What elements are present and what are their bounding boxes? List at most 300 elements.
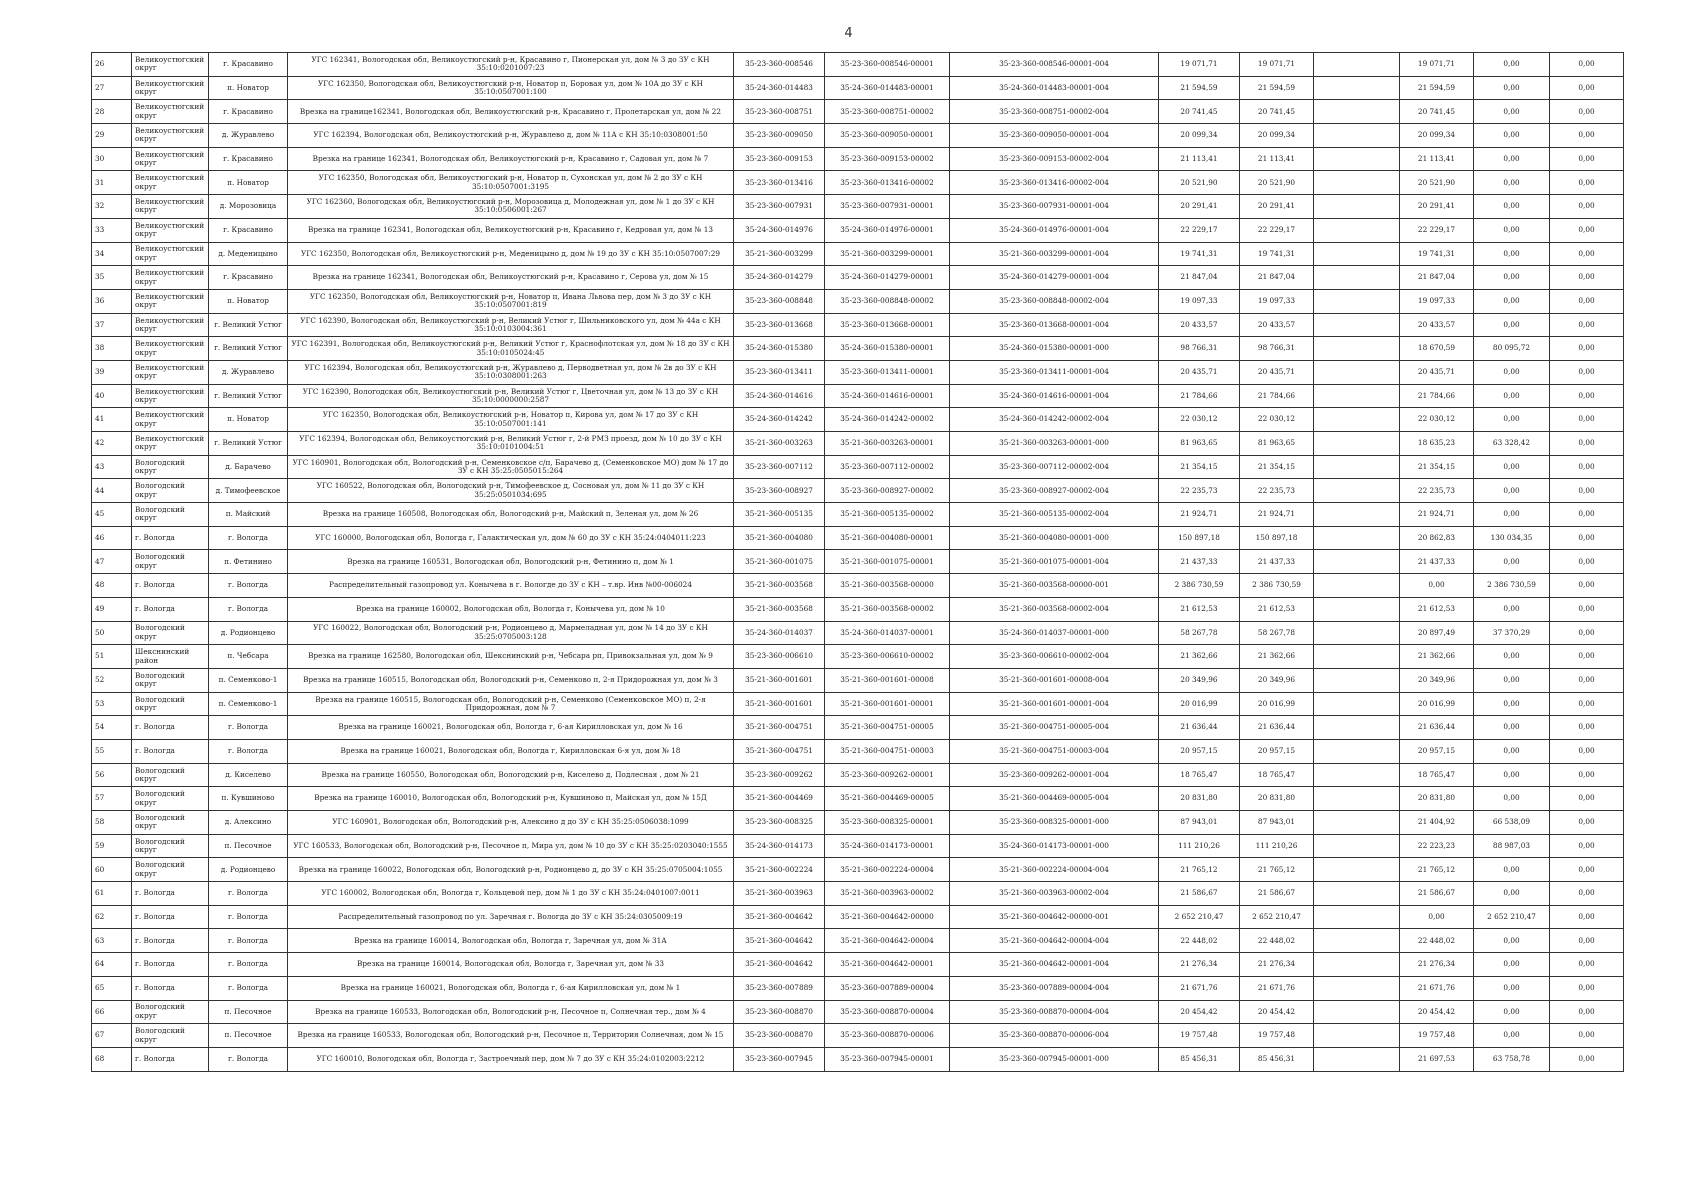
sub-object-code-cell: 35-23-360-009050-00001 xyxy=(825,124,950,148)
district-cell: Вологодский округ xyxy=(132,858,209,882)
empty-cell xyxy=(1314,597,1400,621)
cost-cell: 21 437,33 xyxy=(1240,550,1314,574)
cost-part-a-cell: 21 784,66 xyxy=(1400,384,1474,408)
total-cost-cell: 21 784,66 xyxy=(1159,384,1240,408)
cost-cell: 21 362,66 xyxy=(1240,645,1314,669)
element-code-cell: 35-23-360-008870-00006-004 xyxy=(950,1024,1159,1048)
table-row xyxy=(92,124,1624,148)
cost-part-a-cell: 21 847,04 xyxy=(1400,266,1474,290)
row-number-cell: 57 xyxy=(92,787,132,811)
empty-cell xyxy=(1314,882,1400,906)
settlement-cell: д. Журавлево xyxy=(209,360,288,384)
cost-part-c-cell: 0,00 xyxy=(1550,1047,1624,1071)
cost-cell: 20 454,42 xyxy=(1240,1000,1314,1024)
row-number-cell: 55 xyxy=(92,739,132,763)
cost-part-c-cell: 0,00 xyxy=(1550,668,1624,692)
element-code-cell: 35-23-360-013411-00001-004 xyxy=(950,360,1159,384)
cost-cell: 21 276,34 xyxy=(1240,953,1314,977)
object-code-cell: 35-24-360-014616 xyxy=(734,384,825,408)
cost-part-c-cell: 0,00 xyxy=(1550,100,1624,124)
cost-cell: 20 433,57 xyxy=(1240,313,1314,337)
element-code-cell: 35-21-360-004080-00001-000 xyxy=(950,526,1159,550)
cost-cell: 21 594,59 xyxy=(1240,76,1314,100)
settlement-cell: д. Журавлево xyxy=(209,124,288,148)
table-row xyxy=(92,526,1624,550)
cost-part-c-cell: 0,00 xyxy=(1550,408,1624,432)
row-number-cell: 68 xyxy=(92,1047,132,1071)
settlement-cell: п. Майский xyxy=(209,503,288,527)
object-code-cell: 35-21-360-004642 xyxy=(734,929,825,953)
empty-cell xyxy=(1314,621,1400,645)
object-code-cell: 35-24-360-014173 xyxy=(734,834,825,858)
district-cell: Великоустюгский округ xyxy=(132,266,209,290)
empty-cell xyxy=(1314,905,1400,929)
cost-cell: 20 435,71 xyxy=(1240,360,1314,384)
cost-part-a-cell: 0,00 xyxy=(1400,574,1474,598)
object-address-cell: УГС 160901, Вологодская обл, Вологодский р-н, Алексино д до ЗУ с КН 35:25:0506038:1099 xyxy=(288,811,734,835)
total-cost-cell: 19 071,71 xyxy=(1159,53,1240,77)
cost-cell: 81 963,65 xyxy=(1240,432,1314,456)
object-address-cell: УГС 162341, Вологодская обл, Великоустюгский р-н, Красавино г, Пионерская ул, дом № 3 до ЗУ с КН 35:10:0201007:23 xyxy=(288,53,734,77)
row-number-cell: 54 xyxy=(92,716,132,740)
cost-part-a-cell: 20 435,71 xyxy=(1400,360,1474,384)
empty-cell xyxy=(1314,337,1400,361)
total-cost-cell: 20 454,42 xyxy=(1159,1000,1240,1024)
cost-part-c-cell: 0,00 xyxy=(1550,597,1624,621)
district-cell: Великоустюгский округ xyxy=(132,432,209,456)
sub-object-code-cell: 35-23-360-007931-00001 xyxy=(825,195,950,219)
total-cost-cell: 21 612,53 xyxy=(1159,597,1240,621)
cost-cell: 21 612,53 xyxy=(1240,597,1314,621)
district-cell: Вологодский округ xyxy=(132,479,209,503)
row-number-cell: 50 xyxy=(92,621,132,645)
district-cell: Вологодский округ xyxy=(132,763,209,787)
cost-part-b-cell: 0,00 xyxy=(1474,289,1550,313)
settlement-cell: г. Вологда xyxy=(209,882,288,906)
total-cost-cell: 20 099,34 xyxy=(1159,124,1240,148)
sub-object-code-cell: 35-23-360-013668-00001 xyxy=(825,313,950,337)
total-cost-cell: 111 210,26 xyxy=(1159,834,1240,858)
total-cost-cell: 22 030,12 xyxy=(1159,408,1240,432)
row-number-cell: 64 xyxy=(92,953,132,977)
settlement-cell: г. Красавино xyxy=(209,218,288,242)
total-cost-cell: 21 671,76 xyxy=(1159,976,1240,1000)
table-row xyxy=(92,834,1624,858)
cost-part-b-cell: 0,00 xyxy=(1474,479,1550,503)
cost-part-c-cell: 0,00 xyxy=(1550,384,1624,408)
sub-object-code-cell: 35-23-360-006610-00002 xyxy=(825,645,950,669)
settlement-cell: п. Новатор xyxy=(209,76,288,100)
cost-cell: 19 097,33 xyxy=(1240,289,1314,313)
cost-part-b-cell: 0,00 xyxy=(1474,668,1550,692)
element-code-cell: 35-23-360-007945-00001-000 xyxy=(950,1047,1159,1071)
district-cell: Вологодский округ xyxy=(132,455,209,479)
total-cost-cell: 21 636,44 xyxy=(1159,716,1240,740)
settlement-cell: п. Песочное xyxy=(209,834,288,858)
empty-cell xyxy=(1314,384,1400,408)
object-code-cell: 35-21-360-001075 xyxy=(734,550,825,574)
object-code-cell: 35-24-360-014279 xyxy=(734,266,825,290)
object-code-cell: 35-21-360-001601 xyxy=(734,692,825,716)
sub-object-code-cell: 35-23-360-008848-00002 xyxy=(825,289,950,313)
cost-part-a-cell: 20 862,83 xyxy=(1400,526,1474,550)
element-code-cell: 35-23-360-007112-00002-004 xyxy=(950,455,1159,479)
object-code-cell: 35-23-360-006610 xyxy=(734,645,825,669)
empty-cell xyxy=(1314,147,1400,171)
table-row xyxy=(92,905,1624,929)
cost-cell: 21 847,04 xyxy=(1240,266,1314,290)
cost-part-c-cell: 0,00 xyxy=(1550,432,1624,456)
cost-part-a-cell: 20 957,15 xyxy=(1400,739,1474,763)
district-cell: Вологодский округ xyxy=(132,811,209,835)
empty-cell xyxy=(1314,1024,1400,1048)
table-row xyxy=(92,645,1624,669)
element-code-cell: 35-23-360-009262-00001-004 xyxy=(950,763,1159,787)
cost-part-a-cell: 21 636,44 xyxy=(1400,716,1474,740)
cost-part-a-cell: 22 223,23 xyxy=(1400,834,1474,858)
row-number-cell: 39 xyxy=(92,360,132,384)
empty-cell xyxy=(1314,739,1400,763)
table-row xyxy=(92,858,1624,882)
empty-cell xyxy=(1314,811,1400,835)
cost-part-c-cell: 0,00 xyxy=(1550,716,1624,740)
row-number-cell: 60 xyxy=(92,858,132,882)
cost-cell: 98 766,31 xyxy=(1240,337,1314,361)
total-cost-cell: 19 097,33 xyxy=(1159,289,1240,313)
cost-cell: 20 741,45 xyxy=(1240,100,1314,124)
total-cost-cell: 2 652 210,47 xyxy=(1159,905,1240,929)
table-row xyxy=(92,195,1624,219)
table-row xyxy=(92,787,1624,811)
cost-part-c-cell: 0,00 xyxy=(1550,645,1624,669)
cost-part-c-cell: 0,00 xyxy=(1550,787,1624,811)
sub-object-code-cell: 35-21-360-003568-00000 xyxy=(825,574,950,598)
cost-part-c-cell: 0,00 xyxy=(1550,195,1624,219)
total-cost-cell: 21 586,67 xyxy=(1159,882,1240,906)
cost-part-c-cell: 0,00 xyxy=(1550,882,1624,906)
settlement-cell: п. Чебсара xyxy=(209,645,288,669)
cost-part-a-cell: 19 097,33 xyxy=(1400,289,1474,313)
sub-object-code-cell: 35-23-360-007889-00004 xyxy=(825,976,950,1000)
sub-object-code-cell: 35-23-360-008927-00002 xyxy=(825,479,950,503)
cost-part-a-cell: 21 276,34 xyxy=(1400,953,1474,977)
cost-part-c-cell: 0,00 xyxy=(1550,337,1624,361)
cost-part-a-cell: 21 362,66 xyxy=(1400,645,1474,669)
cost-part-b-cell: 0,00 xyxy=(1474,882,1550,906)
settlement-cell: д. Киселево xyxy=(209,763,288,787)
table-row xyxy=(92,763,1624,787)
object-code-cell: 35-23-360-009050 xyxy=(734,124,825,148)
district-cell: г. Вологда xyxy=(132,597,209,621)
cost-cell: 2 386 730,59 xyxy=(1240,574,1314,598)
empty-cell xyxy=(1314,1000,1400,1024)
settlement-cell: г. Великий Устюг xyxy=(209,384,288,408)
cost-cell: 22 229,17 xyxy=(1240,218,1314,242)
cost-part-c-cell: 0,00 xyxy=(1550,526,1624,550)
sub-object-code-cell: 35-21-360-005135-00002 xyxy=(825,503,950,527)
element-code-cell: 35-21-360-004642-00001-004 xyxy=(950,953,1159,977)
page-number: 4 xyxy=(844,26,853,41)
element-code-cell: 35-23-360-008848-00002-004 xyxy=(950,289,1159,313)
empty-cell xyxy=(1314,692,1400,716)
table-row xyxy=(92,218,1624,242)
cost-part-a-cell: 19 757,48 xyxy=(1400,1024,1474,1048)
element-code-cell: 35-21-360-001075-00001-004 xyxy=(950,550,1159,574)
sub-object-code-cell: 35-24-360-014037-00001 xyxy=(825,621,950,645)
row-number-cell: 63 xyxy=(92,929,132,953)
row-number-cell: 44 xyxy=(92,479,132,503)
cost-part-c-cell: 0,00 xyxy=(1550,147,1624,171)
cost-part-b-cell: 0,00 xyxy=(1474,858,1550,882)
cost-cell: 18 765,47 xyxy=(1240,763,1314,787)
row-number-cell: 29 xyxy=(92,124,132,148)
empty-cell xyxy=(1314,242,1400,266)
cost-cell: 21 636,44 xyxy=(1240,716,1314,740)
cost-part-b-cell: 2 386 730,59 xyxy=(1474,574,1550,598)
sub-object-code-cell: 35-23-360-009153-00002 xyxy=(825,147,950,171)
settlement-cell: г. Красавино xyxy=(209,100,288,124)
table-row xyxy=(92,76,1624,100)
sub-object-code-cell: 35-24-360-014242-00002 xyxy=(825,408,950,432)
total-cost-cell: 20 349,96 xyxy=(1159,668,1240,692)
cost-part-b-cell: 130 034,35 xyxy=(1474,526,1550,550)
cost-part-b-cell: 0,00 xyxy=(1474,218,1550,242)
object-address-cell: Врезка на границе 160533, Вологодская обл, Вологодский р-н, Песочное п, Территория Солнечная, дом № 15 xyxy=(288,1024,734,1048)
sub-object-code-cell: 35-24-360-014976-00001 xyxy=(825,218,950,242)
row-number-cell: 27 xyxy=(92,76,132,100)
table-row xyxy=(92,455,1624,479)
total-cost-cell: 98 766,31 xyxy=(1159,337,1240,361)
cost-part-c-cell: 0,00 xyxy=(1550,503,1624,527)
district-cell: Вологодский округ xyxy=(132,787,209,811)
empty-cell xyxy=(1314,289,1400,313)
settlement-cell: г. Красавино xyxy=(209,266,288,290)
cost-cell: 87 943,01 xyxy=(1240,811,1314,835)
total-cost-cell: 21 276,34 xyxy=(1159,953,1240,977)
empty-cell xyxy=(1314,266,1400,290)
cost-cell: 150 897,18 xyxy=(1240,526,1314,550)
cost-part-a-cell: 18 765,47 xyxy=(1400,763,1474,787)
cost-part-a-cell: 19 741,31 xyxy=(1400,242,1474,266)
district-cell: Великоустюгский округ xyxy=(132,171,209,195)
object-code-cell: 35-24-360-015380 xyxy=(734,337,825,361)
empty-cell xyxy=(1314,574,1400,598)
row-number-cell: 28 xyxy=(92,100,132,124)
row-number-cell: 56 xyxy=(92,763,132,787)
cost-part-a-cell: 22 030,12 xyxy=(1400,408,1474,432)
element-code-cell: 35-23-360-008870-00004-004 xyxy=(950,1000,1159,1024)
empty-cell xyxy=(1314,953,1400,977)
sub-object-code-cell: 35-21-360-003263-00001 xyxy=(825,432,950,456)
cost-part-a-cell: 21 697,53 xyxy=(1400,1047,1474,1071)
cost-part-b-cell: 0,00 xyxy=(1474,408,1550,432)
sub-object-code-cell: 35-21-360-004642-00000 xyxy=(825,905,950,929)
settlement-cell: г. Вологда xyxy=(209,597,288,621)
object-address-cell: УГС 160002, Вологодская обл, Вологда г, Кольцевой пер, дом № 1 до ЗУ с КН 35:24:0401007:0011 xyxy=(288,882,734,906)
sub-object-code-cell: 35-21-360-004642-00001 xyxy=(825,953,950,977)
object-code-cell: 35-23-360-007931 xyxy=(734,195,825,219)
object-code-cell: 35-21-360-004751 xyxy=(734,716,825,740)
sub-object-code-cell: 35-23-360-013411-00001 xyxy=(825,360,950,384)
element-code-cell: 35-24-360-014037-00001-000 xyxy=(950,621,1159,645)
cost-part-c-cell: 0,00 xyxy=(1550,550,1624,574)
object-code-cell: 35-23-360-013416 xyxy=(734,171,825,195)
element-code-cell: 35-21-360-004642-00004-004 xyxy=(950,929,1159,953)
cost-cell: 19 071,71 xyxy=(1240,53,1314,77)
settlement-cell: д. Родионцево xyxy=(209,621,288,645)
object-address-cell: УГС 160533, Вологодская обл, Вологодский р-н, Песочное п, Мира ул, дом № 10 до ЗУ с КН 35:25:0203040:1555 xyxy=(288,834,734,858)
cost-part-b-cell: 0,00 xyxy=(1474,76,1550,100)
district-cell: Великоустюгский округ xyxy=(132,53,209,77)
table-row xyxy=(92,574,1624,598)
cost-cell: 21 924,71 xyxy=(1240,503,1314,527)
object-address-cell: Распределительный газопровод ул. Конычева в г. Вологде до ЗУ с КН – т.вр. Инв №00-006024 xyxy=(288,574,734,598)
row-number-cell: 31 xyxy=(92,171,132,195)
sub-object-code-cell: 35-21-360-004469-00005 xyxy=(825,787,950,811)
element-code-cell: 35-23-360-007889-00004-004 xyxy=(950,976,1159,1000)
object-code-cell: 35-23-360-008325 xyxy=(734,811,825,835)
sub-object-code-cell: 35-21-360-001601-00008 xyxy=(825,668,950,692)
cost-part-a-cell: 22 229,17 xyxy=(1400,218,1474,242)
cost-part-c-cell: 0,00 xyxy=(1550,858,1624,882)
empty-cell xyxy=(1314,124,1400,148)
total-cost-cell: 20 433,57 xyxy=(1159,313,1240,337)
settlement-cell: п. Новатор xyxy=(209,289,288,313)
total-cost-cell: 150 897,18 xyxy=(1159,526,1240,550)
district-cell: Великоустюгский округ xyxy=(132,337,209,361)
element-code-cell: 35-21-360-004751-00003-004 xyxy=(950,739,1159,763)
element-code-cell: 35-23-360-007931-00001-004 xyxy=(950,195,1159,219)
element-code-cell: 35-23-360-009153-00002-004 xyxy=(950,147,1159,171)
object-address-cell: Врезка на границе 160022, Вологодская обл, Вологодский р-н, Родионцево д, до ЗУ с КН 35:25:0705004:1055 xyxy=(288,858,734,882)
total-cost-cell: 20 741,45 xyxy=(1159,100,1240,124)
object-code-cell: 35-23-360-013411 xyxy=(734,360,825,384)
row-number-cell: 61 xyxy=(92,882,132,906)
total-cost-cell: 87 943,01 xyxy=(1159,811,1240,835)
total-cost-cell: 21 594,59 xyxy=(1159,76,1240,100)
object-address-cell: Врезка на границе 160010, Вологодская обл, Вологодский р-н, Кувшиново п, Майская ул, дом № 15Д xyxy=(288,787,734,811)
element-code-cell: 35-24-360-014976-00001-004 xyxy=(950,218,1159,242)
cost-part-c-cell: 0,00 xyxy=(1550,574,1624,598)
object-code-cell: 35-23-360-008870 xyxy=(734,1024,825,1048)
table-row xyxy=(92,432,1624,456)
object-address-cell: УГС 162394, Вологодская обл, Великоустюгский р-н, Журавлево д, Перводветная ул, дом № 2в до ЗУ с КН 35:10:0308001:263 xyxy=(288,360,734,384)
sub-object-code-cell: 35-21-360-004751-00005 xyxy=(825,716,950,740)
element-code-cell: 35-24-360-014483-00001-004 xyxy=(950,76,1159,100)
empty-cell xyxy=(1314,171,1400,195)
table-row xyxy=(92,882,1624,906)
object-address-cell: УГС 160000, Вологодская обл, Вологда г, Галактическая ул, дом № 60 до ЗУ с КН 35:24:0404011:223 xyxy=(288,526,734,550)
object-address-cell: УГС 162350, Вологодская обл, Великоустюгский р-н, Новатор п, Боровая ул, дом № 10А до ЗУ с КН 35:10:0507001:100 xyxy=(288,76,734,100)
cost-part-a-cell: 18 670,59 xyxy=(1400,337,1474,361)
district-cell: Великоустюгский округ xyxy=(132,242,209,266)
object-code-cell: 35-23-360-007889 xyxy=(734,976,825,1000)
cost-part-b-cell: 0,00 xyxy=(1474,266,1550,290)
cost-cell: 21 586,67 xyxy=(1240,882,1314,906)
cost-part-b-cell: 0,00 xyxy=(1474,124,1550,148)
sub-object-code-cell: 35-24-360-014616-00001 xyxy=(825,384,950,408)
cost-part-b-cell: 0,00 xyxy=(1474,787,1550,811)
cost-part-c-cell: 0,00 xyxy=(1550,124,1624,148)
object-code-cell: 35-23-360-009262 xyxy=(734,763,825,787)
empty-cell xyxy=(1314,218,1400,242)
sub-object-code-cell: 35-23-360-008870-00004 xyxy=(825,1000,950,1024)
district-cell: Вологодский округ xyxy=(132,550,209,574)
settlement-cell: д. Морозовица xyxy=(209,195,288,219)
row-number-cell: 34 xyxy=(92,242,132,266)
row-number-cell: 67 xyxy=(92,1024,132,1048)
cost-cell: 22 030,12 xyxy=(1240,408,1314,432)
cost-part-b-cell: 0,00 xyxy=(1474,147,1550,171)
empty-cell xyxy=(1314,503,1400,527)
object-code-cell: 35-24-360-014037 xyxy=(734,621,825,645)
element-code-cell: 35-23-360-008546-00001-004 xyxy=(950,53,1159,77)
district-cell: Вологодский округ xyxy=(132,503,209,527)
cost-cell: 20 291,41 xyxy=(1240,195,1314,219)
total-cost-cell: 22 448,02 xyxy=(1159,929,1240,953)
table-row xyxy=(92,503,1624,527)
object-address-cell: УГС 160522, Вологодская обл, Вологодский р-н, Тимофеевское д, Сосновая ул, дом № 11 до ЗУ с КН 35:25:0501034:695 xyxy=(288,479,734,503)
cost-part-a-cell: 0,00 xyxy=(1400,905,1474,929)
settlement-cell: п. Семенково-1 xyxy=(209,668,288,692)
cost-part-b-cell: 0,00 xyxy=(1474,53,1550,77)
district-cell: Великоустюгский округ xyxy=(132,124,209,148)
object-address-cell: Врезка на границе 160014, Вологодская обл, Вологда г, Заречная ул, дом № 33 xyxy=(288,953,734,977)
row-number-cell: 42 xyxy=(92,432,132,456)
empty-cell xyxy=(1314,929,1400,953)
empty-cell xyxy=(1314,479,1400,503)
cost-part-b-cell: 0,00 xyxy=(1474,1000,1550,1024)
cost-part-a-cell: 21 671,76 xyxy=(1400,976,1474,1000)
cost-part-b-cell: 0,00 xyxy=(1474,716,1550,740)
element-code-cell: 35-23-360-008927-00002-004 xyxy=(950,479,1159,503)
table-row xyxy=(92,479,1624,503)
object-code-cell: 35-21-360-003299 xyxy=(734,242,825,266)
object-code-cell: 35-21-360-005135 xyxy=(734,503,825,527)
object-code-cell: 35-21-360-004642 xyxy=(734,905,825,929)
empty-cell xyxy=(1314,455,1400,479)
object-address-cell: УГС 162360, Вологодская обл, Великоустюгский р-н, Морозовица д, Молодежная ул, дом № 1 до ЗУ с КН 35:10:0506001:267 xyxy=(288,195,734,219)
total-cost-cell: 20 831,80 xyxy=(1159,787,1240,811)
sub-object-code-cell: 35-21-360-002224-00004 xyxy=(825,858,950,882)
total-cost-cell: 21 354,15 xyxy=(1159,455,1240,479)
row-number-cell: 32 xyxy=(92,195,132,219)
district-cell: г. Вологда xyxy=(132,953,209,977)
sub-object-code-cell: 35-21-360-003299-00001 xyxy=(825,242,950,266)
cost-part-b-cell: 0,00 xyxy=(1474,313,1550,337)
district-cell: Великоустюгский округ xyxy=(132,218,209,242)
object-code-cell: 35-21-360-001601 xyxy=(734,668,825,692)
table-row xyxy=(92,408,1624,432)
cost-part-a-cell: 20 349,96 xyxy=(1400,668,1474,692)
cost-part-c-cell: 0,00 xyxy=(1550,953,1624,977)
cost-part-b-cell: 0,00 xyxy=(1474,645,1550,669)
sub-object-code-cell: 35-23-360-007112-00002 xyxy=(825,455,950,479)
cost-cell: 22 235,73 xyxy=(1240,479,1314,503)
cost-part-b-cell: 0,00 xyxy=(1474,195,1550,219)
cost-part-a-cell: 20 099,34 xyxy=(1400,124,1474,148)
row-number-cell: 51 xyxy=(92,645,132,669)
object-address-cell: Врезка на границе 162580, Вологодская обл, Шекснинский р-н, Чебсара рп, Привокзальная ул, дом № 9 xyxy=(288,645,734,669)
cost-part-b-cell: 66 538,09 xyxy=(1474,811,1550,835)
table-row xyxy=(92,811,1624,835)
element-code-cell: 35-21-360-003568-00002-004 xyxy=(950,597,1159,621)
cost-part-c-cell: 0,00 xyxy=(1550,360,1624,384)
table-row xyxy=(92,313,1624,337)
total-cost-cell: 19 757,48 xyxy=(1159,1024,1240,1048)
district-cell: Великоустюгский округ xyxy=(132,100,209,124)
object-code-cell: 35-21-360-004080 xyxy=(734,526,825,550)
